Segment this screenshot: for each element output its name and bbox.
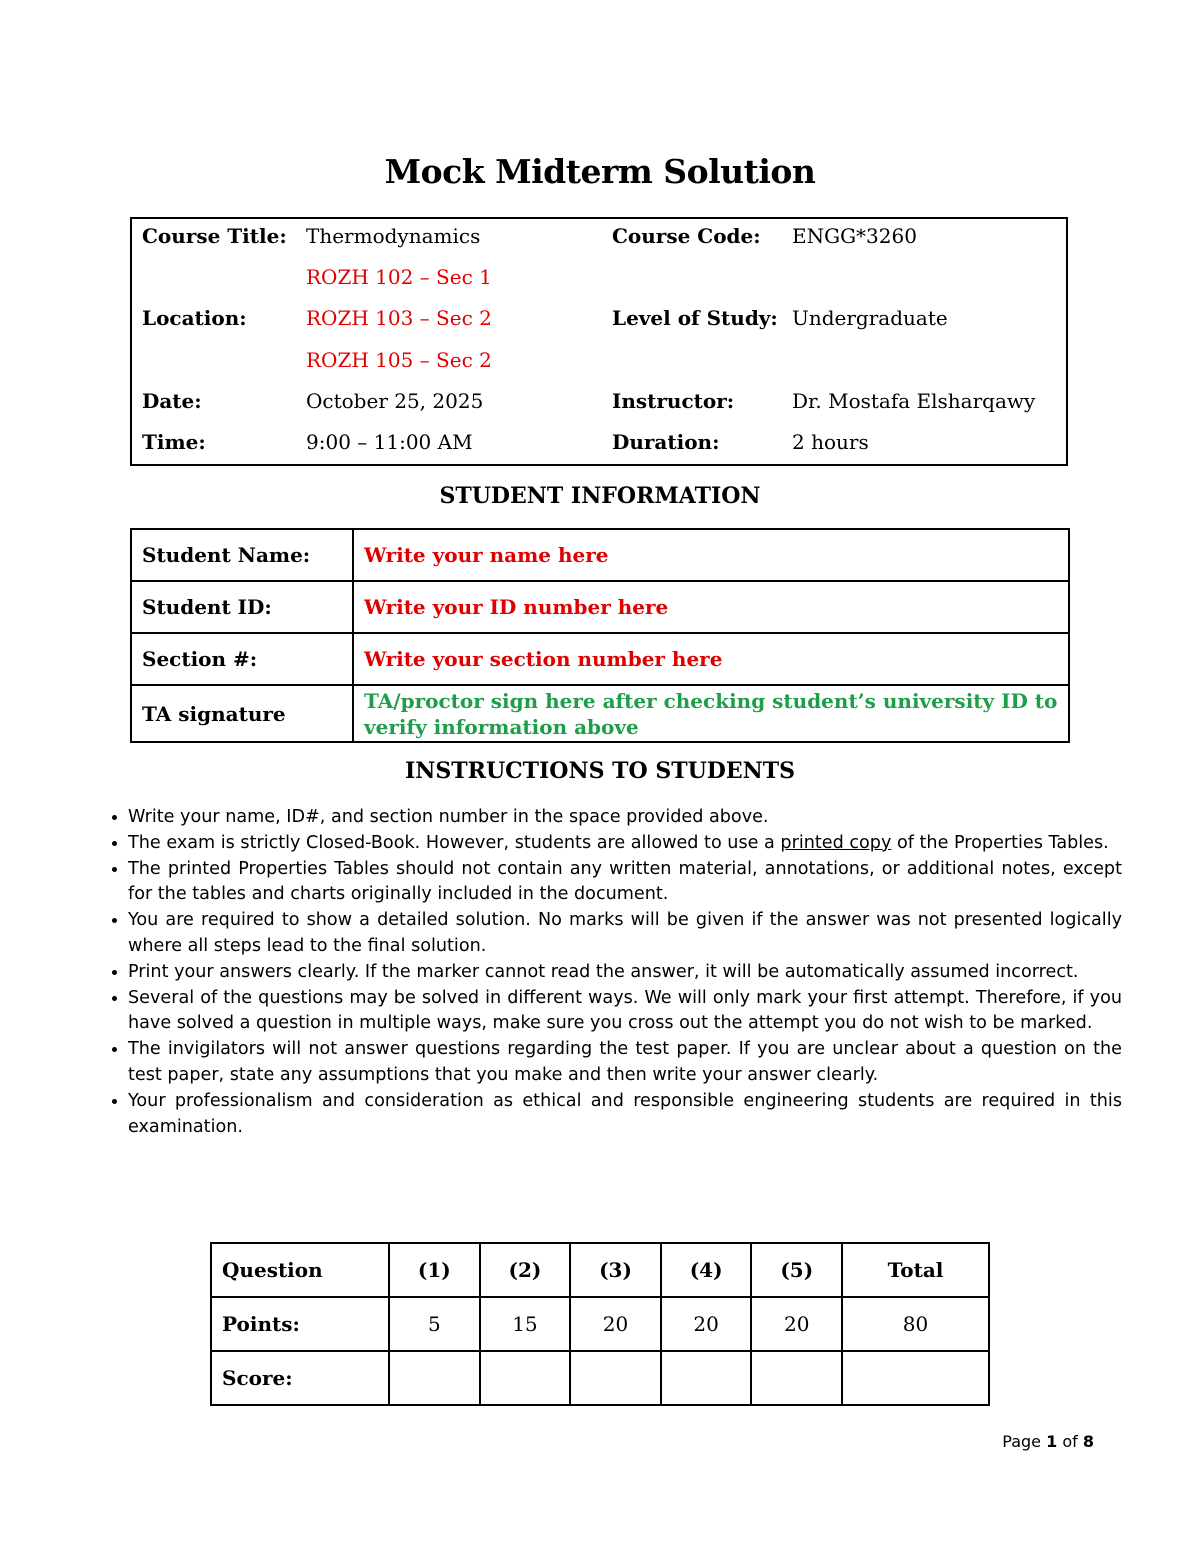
score-cell[interactable] [751,1351,842,1405]
instruction-underlined-text: printed copy [780,832,892,853]
table-row [211,1351,989,1405]
points-cell: 15 [480,1297,571,1351]
score-total-cell[interactable] [842,1351,989,1405]
location-value-3: ROZH 105 – Sec 2 [306,348,492,372]
question-2-header: (2) [480,1243,571,1297]
question-header: Question [211,1243,389,1297]
score-cell[interactable] [480,1351,571,1405]
time-label: Time: [142,430,206,454]
table-row [131,685,1069,742]
location-value-2: ROZH 103 – Sec 2 [306,306,492,330]
points-cell: 20 [661,1297,752,1351]
course-info-box [130,217,1068,466]
course-title-label: Course Title: [142,224,287,248]
total-header: Total [842,1243,989,1297]
instruction-text: The exam is strictly Closed-Book. However, students are allowed to use a [128,832,775,853]
points-total-cell: 80 [842,1297,989,1351]
course-code-label: Course Code: [612,224,761,248]
points-cell: 20 [751,1297,842,1351]
student-name-label: Student Name: [131,529,353,581]
list-item: • Write your name, ID#, and section number in the space provided above. [128,805,1122,831]
score-cell[interactable] [661,1351,752,1405]
score-label: Score: [211,1351,389,1405]
course-title-value: Thermodynamics [306,224,481,248]
instructor-value: Dr. Mostafa Elsharqawy [792,389,1036,413]
table-row [211,1243,989,1297]
points-cell: 5 [389,1297,480,1351]
student-name-field[interactable]: Write your name here [353,529,1069,581]
section-field[interactable]: Write your section number here [353,633,1069,685]
page-current: 1 [1046,1432,1058,1451]
instructor-label: Instructor: [612,389,735,413]
question-3-header: (3) [570,1243,661,1297]
time-value: 9:00 – 11:00 AM [306,430,473,454]
list-item: • The invigilators will not answer questions regarding the test paper. If you are unclear about a question on the test paper, state any assumptions that you make and then write your answer clearly. [128,1037,1122,1089]
student-id-label: Student ID: [131,581,353,633]
table-row [131,529,1069,581]
section-label: Section #: [131,633,353,685]
list-item: • The printed Properties Tables should not contain any written material, annotations, or additional notes, except for the tables and charts originally included in the document. [128,857,1122,909]
of-word: of [1062,1432,1078,1451]
question-4-header: (4) [661,1243,752,1297]
student-info-heading: STUDENT INFORMATION [439,483,761,509]
instructions-heading: INSTRUCTIONS TO STUDENTS [405,758,795,784]
page-word: Page [1002,1432,1042,1451]
date-label: Date: [142,389,202,413]
level-value: Undergraduate [792,306,948,330]
table-row [131,633,1069,685]
question-1-header: (1) [389,1243,480,1297]
table-row [131,581,1069,633]
date-value: October 25, 2025 [306,389,484,413]
score-cell[interactable] [570,1351,661,1405]
instructions-list [100,805,1122,1140]
points-cell: 20 [570,1297,661,1351]
instruction-text: of the Properties Tables. [896,832,1109,853]
score-cell[interactable] [389,1351,480,1405]
list-item: • Several of the questions may be solved in different ways. We will only mark your first attempt. Therefore, if you have solved a question in multiple ways, make sure you cross out the attempt you do not wish to be marked. [128,986,1122,1038]
student-info-table [130,528,1070,743]
table-row [211,1297,989,1351]
question-5-header: (5) [751,1243,842,1297]
score-table [210,1242,990,1406]
ta-signature-label: TA signature [131,685,353,742]
location-label: Location: [142,306,247,330]
list-item: • You are required to show a detailed solution. No marks will be given if the answer was not presented logically where all steps lead to the final solution. [128,908,1122,960]
list-item: • Your professionalism and consideration as ethical and responsible engineering students are required in this examination. [128,1089,1122,1141]
page-title: Mock Midterm Solution [384,152,816,191]
location-value-1: ROZH 102 – Sec 1 [306,265,492,289]
course-code-value: ENGG*3260 [792,224,917,248]
list-item: • Print your answers clearly. If the marker cannot read the answer, it will be automatically assumed incorrect. [128,960,1122,986]
page-number [1002,1432,1094,1451]
level-label: Level of Study: [612,306,778,330]
student-id-field[interactable]: Write your ID number here [353,581,1069,633]
points-label: Points: [211,1297,389,1351]
duration-value: 2 hours [792,430,869,454]
ta-signature-field[interactable]: TA/proctor sign here after checking student’s university ID to verify information above [353,685,1069,742]
page-total: 8 [1082,1432,1094,1451]
duration-label: Duration: [612,430,720,454]
list-item [128,831,1122,857]
